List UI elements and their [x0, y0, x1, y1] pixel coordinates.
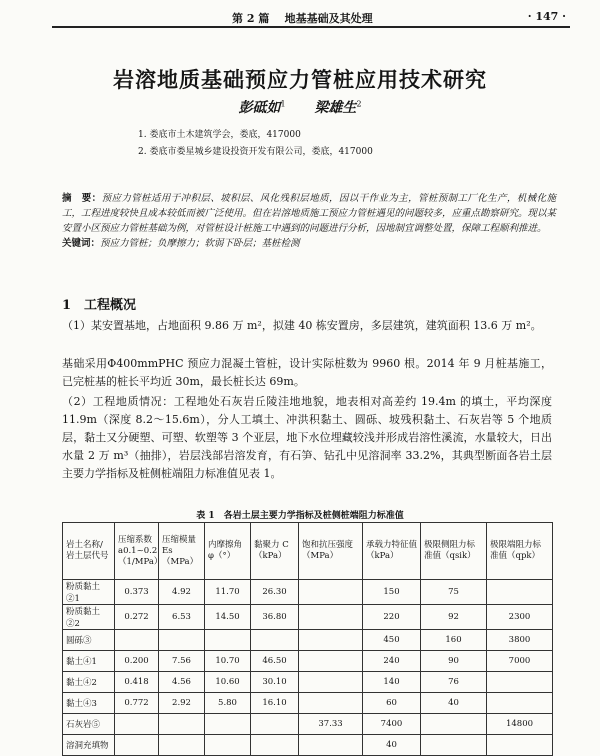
table-cell: 0.200: [115, 651, 159, 672]
table-cell: 90: [421, 651, 487, 672]
paper-title: 岩溶地质基础预应力管桩应用技术研究: [113, 67, 487, 92]
table-cell: 60: [363, 693, 421, 714]
table-cell: 10.70: [205, 651, 251, 672]
table-cell: 黏土④2: [63, 672, 115, 693]
table-row: [63, 672, 553, 693]
table-header-cell: 极限侧阻力标准值（qsik）: [421, 523, 487, 580]
table-cell: 10.60: [205, 672, 251, 693]
table-cell: 14800: [487, 714, 553, 735]
table-header-cell: 承载力特征值（kPa）: [363, 523, 421, 580]
table-cell: [159, 714, 205, 735]
table-cell: [205, 714, 251, 735]
table-row: [63, 651, 553, 672]
table-caption: 表 1 各岩土层主要力学指标及桩侧桩端阻力标准值: [196, 511, 404, 521]
table-cell: 240: [363, 651, 421, 672]
table-cell: 黏土④1: [63, 651, 115, 672]
table-header-row: [63, 523, 553, 580]
table-cell: 36.80: [251, 605, 299, 630]
table-cell: [251, 735, 299, 756]
abstract-text: 预应力管桩适用于冲积层、坡积层、风化残积层地质，因以干作业为主，管桩预制工厂化生产，机械化施工，工程进度较快且成本较低而被广泛使用。但在岩溶地质施工预应力管桩遇见的问题较多，应重点勘察研究。现以某安置小区预应力管桩基础为例，对管桩设计桩施工中遇到的问题进行分析，因地制宜调整处置，保障工程顺利推进。: [62, 193, 557, 234]
abstract-label: 摘 要：: [62, 193, 102, 204]
table-cell: 4.92: [159, 580, 205, 605]
table-cell: [299, 651, 363, 672]
table-cell: [205, 735, 251, 756]
table-cell: [487, 735, 553, 756]
running-header: [52, 8, 570, 28]
abstract: [62, 191, 556, 236]
table-cell: [299, 630, 363, 651]
table-cell: [487, 672, 553, 693]
author-name: 梁雄生: [314, 100, 357, 116]
table-cell: [115, 714, 159, 735]
table-row: [63, 605, 553, 630]
author-affil-mark: 2: [356, 99, 362, 109]
table-cell: 7400: [363, 714, 421, 735]
table-cell: 粉质黏土②1: [63, 580, 115, 605]
table-row: [63, 735, 553, 756]
table-cell: 5.80: [205, 693, 251, 714]
table-cell: [205, 630, 251, 651]
table-cell: [421, 714, 487, 735]
table-cell: [251, 714, 299, 735]
table-cell: [299, 693, 363, 714]
table-cell: [299, 580, 363, 605]
table-header-cell: 岩土名称/岩土层代号: [63, 523, 115, 580]
table-cell: 40: [421, 693, 487, 714]
table-cell: [299, 735, 363, 756]
author: [314, 97, 361, 117]
table-cell: 0.373: [115, 580, 159, 605]
table-cell: 7000: [487, 651, 553, 672]
table-cell: 0.772: [115, 693, 159, 714]
keywords: [62, 236, 556, 251]
table-cell: 4.56: [159, 672, 205, 693]
paragraph: （2）工程地质情况：工程地处石灰岩丘陵洼地地貌，地表相对高差约 19.4m 的填土，平均深度 11.9m（深度 8.2～15.6m），分人工填土、冲洪积黏土、圆砾、坡残积黏土、石灰岩等 5 个地质层，黏土又分硬塑、可塑、软塑等 3 个亚层，地下水位埋藏较浅并形成岩溶性溪流，水量较大，日出水量 2 万 m³（抽排），岩层浅部岩溶发育，有石笋、钻孔中见溶洞率 33.2%，其典型断面各岩土层主要力学指标及桩侧桩端阻力标准值见表 1。: [62, 395, 552, 480]
table-cell: 46.50: [251, 651, 299, 672]
table-cell: 6.53: [159, 605, 205, 630]
table-cell: 16.10: [251, 693, 299, 714]
section-heading: 1 工程概况: [62, 298, 137, 313]
table-cell: 160: [421, 630, 487, 651]
author-name: 彭砥如: [238, 100, 281, 116]
table-cell: 76: [421, 672, 487, 693]
table-cell: 150: [363, 580, 421, 605]
paragraph: 基础采用Φ400mmPHC 预应力混凝土管桩，设计实际桩数为 9960 根。2014 年 9 月桩基施工，已完桩基的桩长平均近 30m，最长桩长达 69m。: [62, 357, 552, 388]
table-cell: 石灰岩⑤: [63, 714, 115, 735]
table-cell: 75: [421, 580, 487, 605]
page-number: · 147 ·: [527, 10, 566, 23]
table-header-cell: 压缩模量 Es（MPa）: [159, 523, 205, 580]
table-cell: [487, 580, 553, 605]
table-cell: 92: [421, 605, 487, 630]
table-cell: [299, 672, 363, 693]
table-row: [63, 630, 553, 651]
table-cell: [115, 735, 159, 756]
table-cell: [159, 630, 205, 651]
table-header-cell: 内摩擦角 φ（°）: [205, 523, 251, 580]
table-cell: [159, 735, 205, 756]
running-header-section: 第 2 篇 地基基础及其处理: [232, 12, 373, 25]
table-cell: 0.418: [115, 672, 159, 693]
table-header-cell: 饱和抗压强度（MPa）: [299, 523, 363, 580]
table-cell: 14.50: [205, 605, 251, 630]
table-cell: 40: [363, 735, 421, 756]
table-row: [63, 693, 553, 714]
table-cell: 2300: [487, 605, 553, 630]
table-header-cell: 极限端阻力标准值（qpk）: [487, 523, 553, 580]
table-cell: [115, 630, 159, 651]
table-header-cell: 黏聚力 C（kPa）: [251, 523, 299, 580]
paragraph: （1）某安置基地，占地面积 9.86 万 m²，拟建 40 栋安置房，多层建筑，建筑面积 13.6 万 m²。: [62, 319, 542, 332]
author-affil-mark: 1: [280, 99, 286, 109]
table-cell: 粉质黏土②2: [63, 605, 115, 630]
keywords-label: 关键词：: [62, 238, 101, 249]
table-cell: 黏土④3: [63, 693, 115, 714]
table-cell: 140: [363, 672, 421, 693]
table-cell: [299, 605, 363, 630]
table-cell: 溶洞充填物: [63, 735, 115, 756]
table-cell: 37.33: [299, 714, 363, 735]
authors: [0, 97, 600, 117]
table-cell: [421, 735, 487, 756]
affiliation: 2. 娄底市娄星城乡建设投资开发有限公司，娄底，417000: [138, 147, 373, 157]
table-cell: 220: [363, 605, 421, 630]
table-cell: 11.70: [205, 580, 251, 605]
keywords-text: 预应力管桩；负摩擦力；软弱下卧层；基桩检测: [100, 238, 300, 249]
table-cell: 0.272: [115, 605, 159, 630]
table-cell: 30.10: [251, 672, 299, 693]
affiliation: 1. 娄底市土木建筑学会，娄底，417000: [138, 130, 301, 140]
table-row: [63, 580, 553, 605]
table-cell: 7.56: [159, 651, 205, 672]
table-cell: 圆砾③: [63, 630, 115, 651]
table-header-cell: 压缩系数 a0.1~0.2（1/MPa）: [115, 523, 159, 580]
table-row: [63, 714, 553, 735]
author: [238, 97, 285, 117]
table-cell: [487, 693, 553, 714]
table-cell: 3800: [487, 630, 553, 651]
table-cell: 2.92: [159, 693, 205, 714]
table-cell: [251, 630, 299, 651]
table-cell: 450: [363, 630, 421, 651]
table-cell: 26.30: [251, 580, 299, 605]
soil-properties-table: [62, 522, 553, 756]
